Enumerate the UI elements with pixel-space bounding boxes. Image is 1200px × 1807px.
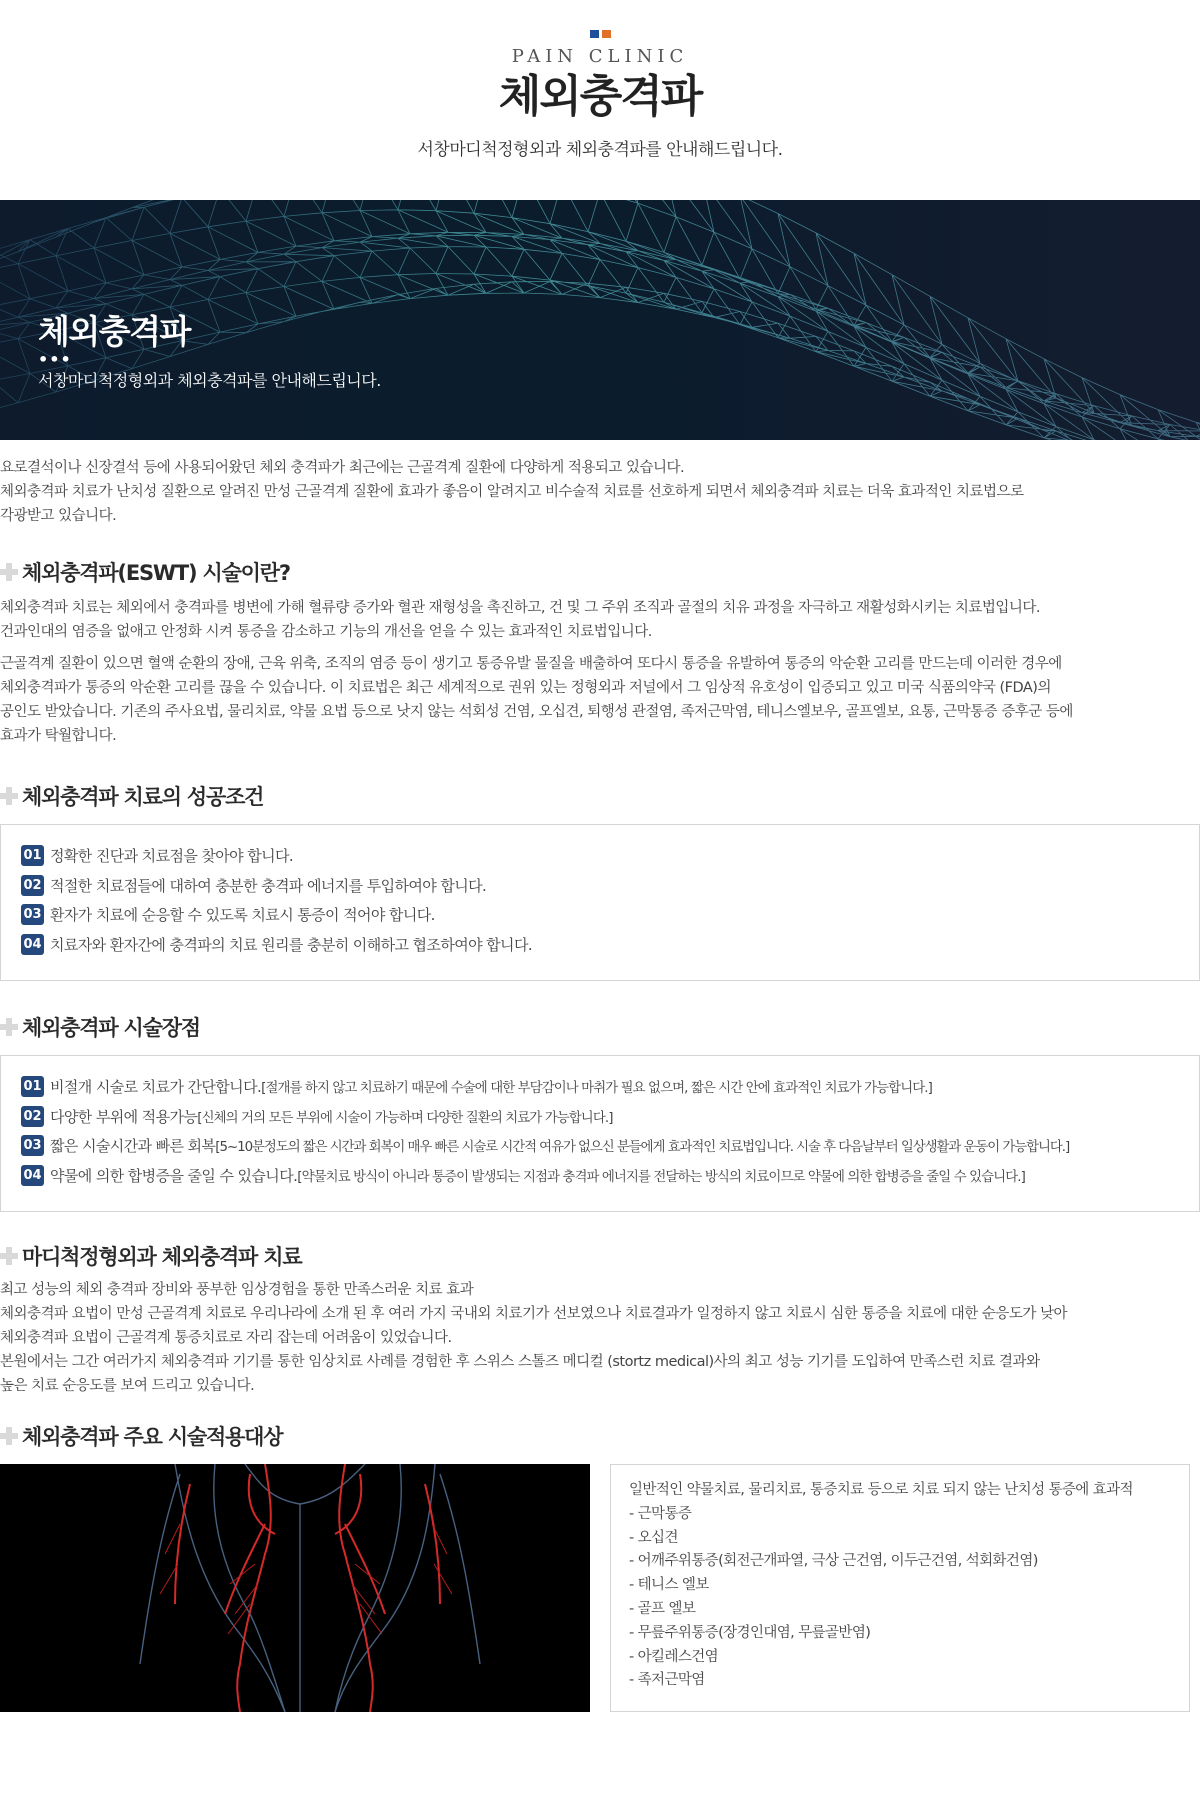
plus-icon (0, 1247, 18, 1265)
plus-icon (0, 787, 18, 805)
paragraph-line: 건과인대의 염증을 없애고 안정화 시켜 통증을 감소하고 기능의 개선을 얻을 수 있는 효과적인 치료법입니다. (0, 624, 652, 640)
section-eswt-heading (0, 558, 1200, 586)
body-illustration (0, 1464, 590, 1712)
plus-icon (0, 563, 18, 581)
number-badge: 01 (21, 845, 44, 866)
paragraph-line: 높은 치료 순응도를 보여 드리고 있습니다. (0, 1378, 255, 1394)
paragraph-line: 체외충격파 요법이 근골격계 통증치료로 자리 잡는데 어려움이 있었습니다. (0, 1330, 452, 1346)
section-targets-heading (0, 1422, 1200, 1450)
paragraph-line: 본원에서는 그간 여러가지 체외충격파 기기를 통한 임상치료 사례를 경험한 후 스위스 스톨즈 메디컬 (stortz medical)사의 최고 성능 기기를 도입하여 만족스런 치료 결과와 (0, 1354, 1040, 1370)
paragraph-line: 공인도 받았습니다. 기존의 주사요법, 물리치료, 약물 요법 등으로 낫지 않는 석회성 건염, 오십견, 퇴행성 관절염, 족저근막염, 테니스엘보우, 골프엘보, 요통, 근막통증 증후군 등에 (0, 704, 1073, 720)
intro-line: 요로결석이나 신장결석 등에 사용되어왔던 체외 충격파가 최근에는 근골격계 질환에 다양하게 적용되고 있습니다. (0, 460, 685, 476)
list-item-detail: [신체의 거의 모든 부위에 시술이 가능하며 다양한 질환의 치료가 가능합니다.] (197, 1110, 613, 1126)
list-item-detail: [약물치료 방식이 아니라 통증이 발생되는 지점과 충격파 에너지를 전달하는 방식의 치료이므로 약물에 의한 합병증을 줄일 수 있습니다.] (297, 1169, 1025, 1185)
section-title: 마디척정형외과 체외충격파 치료 (22, 1245, 302, 1269)
number-badge: 01 (21, 1076, 44, 1097)
targets-box (610, 1464, 1190, 1712)
paragraph-line: 체외충격파가 통증의 악순환 고리를 끊을 수 있습니다. 이 치료법은 최근 세계적으로 권위 있는 정형외과 저널에서 그 임상적 유호성이 입증되고 있고 미국 식품의약국 (FDA)의 (0, 680, 1051, 696)
brand-dots (0, 30, 1200, 38)
advantages-box (0, 1055, 1200, 1212)
section-madi-heading (0, 1242, 1200, 1270)
number-badge: 03 (21, 1135, 44, 1156)
targets-line: - 테니스 엘보 (629, 1577, 709, 1594)
list-item-text: 정확한 진단과 치료점을 찾아야 합니다. (50, 847, 294, 866)
section-success-heading (0, 782, 1200, 810)
main-content (0, 456, 1200, 1712)
list-item (21, 900, 1179, 930)
plus-icon (0, 1018, 18, 1036)
intro-paragraph (0, 456, 1200, 528)
targets-line: - 어깨주위통증(회전근개파열, 극상 근건염, 이두근건염, 석회화건염) (629, 1553, 1038, 1570)
paragraph-line: 효과가 탁월합니다. (0, 728, 117, 744)
targets-line: - 무릎주위통증(장경인대염, 무릎골반염) (629, 1624, 871, 1641)
targets-line: - 오십견 (629, 1529, 678, 1546)
targets-line: 일반적인 약물치료, 물리치료, 통증치료 등으로 치료 되지 않는 난치성 통증에 효과적 (629, 1482, 1133, 1498)
list-item-text: 비절개 시술로 치료가 간단합니다. (50, 1078, 262, 1097)
hero-banner (0, 200, 1200, 440)
list-item-text: 적절한 치료점들에 대하여 충분한 충격파 에너지를 투입하여야 합니다. (50, 876, 487, 895)
eswt-paragraph-1 (0, 596, 1200, 644)
banner-dots: ••• (38, 350, 72, 369)
blood-vessel-body-image (0, 1464, 590, 1712)
paragraph-line: 체외충격파 치료는 체외에서 충격파를 병변에 가해 혈류량 증가와 혈관 재형성을 촉진하고, 건 및 그 주위 조직과 골절의 치유 과정을 자극하고 재활성화시키는 치료법입니다. (0, 600, 1040, 616)
list-item-detail: [절개를 하지 않고 치료하기 때문에 수술에 대한 부담감이나 마취가 필요 없으며, 짧은 시간 안에 효과적인 치료가 가능합니다.] (261, 1081, 932, 1097)
paragraph-line: 체외충격파 요법이 만성 근골격계 치료로 우리나라에 소개 된 후 여러 가지 국내외 치료기가 선보였으나 치료결과가 일정하지 않고 치료시 심한 통증을 치료에 대한 순응도가 낮아 (0, 1306, 1068, 1322)
page-title: 체외충격파 (498, 71, 702, 122)
list-item (21, 1072, 1191, 1102)
number-badge: 02 (21, 1106, 44, 1127)
section-title: 체외충격파 주요 시술적용대상 (22, 1425, 283, 1449)
list-item (21, 841, 1179, 871)
number-badge: 04 (21, 1165, 44, 1186)
success-conditions-box (0, 824, 1200, 981)
list-item-text: 치료자와 환자간에 충격파의 치료 원리를 충분히 이해하고 협조하여야 합니다. (50, 935, 532, 954)
number-badge: 04 (21, 934, 44, 955)
list-item-text: 약물에 의한 합병증을 줄일 수 있습니다. (50, 1166, 298, 1185)
orange-dot (602, 30, 611, 38)
intro-line: 체외충격파 치료가 난치성 질환으로 알려진 만성 근골격계 질환에 효과가 좋음이 알려지고 비수술적 치료를 선호하게 되면서 체외충격파 치료는 더욱 효과적인 치료법으로 (0, 484, 1024, 500)
section-title: 체외충격파 시술장점 (22, 1016, 200, 1040)
section-advantages-heading (0, 1013, 1200, 1041)
banner-text (38, 312, 381, 391)
intro-line: 각광받고 있습니다. (0, 508, 117, 524)
madi-paragraph (0, 1278, 1200, 1398)
paragraph-line: 근골격계 질환이 있으면 혈액 순환의 장애, 근육 위축, 조직의 염증 등이 생기고 통증유발 물질을 배출하여 또다시 통증을 유발하여 통증의 악순환 고리를 만드는데 이러한 경우에 (0, 656, 1062, 672)
page-subtitle: 서창마디척정형외과 체외충격파를 안내해드립니다. (417, 140, 783, 160)
targets-line: - 근막통증 (629, 1505, 692, 1522)
brand-label: PAIN CLINIC (511, 46, 689, 67)
list-item-detail: [5~10분정도의 짧은 시간과 회복이 매우 빠른 시술로 시간적 여유가 없으신 분들에게 효과적인 치료법입니다. 시술 후 다음날부터 일상생활과 운동이 가능합니다.] (215, 1140, 1070, 1156)
list-item (21, 1131, 1191, 1161)
number-badge: 03 (21, 904, 44, 925)
section-title: 체외충격파 치료의 성공조건 (22, 785, 264, 809)
list-item-text: 다양한 부위에 적용가능 (50, 1107, 198, 1126)
list-item (21, 1102, 1191, 1132)
page-header (0, 0, 1200, 200)
eswt-paragraph-2 (0, 652, 1200, 748)
list-item-text: 짧은 시술시간과 빠른 회복 (50, 1137, 216, 1156)
blue-dot (590, 30, 599, 38)
banner-subtitle: 서창마디척정형외과 체외충격파를 안내해드립니다. (38, 371, 381, 390)
banner-title: 체외충격파 (38, 312, 190, 351)
plus-icon (0, 1427, 18, 1445)
targets-line: - 골프 엘보 (629, 1600, 696, 1617)
targets-section (0, 1464, 1200, 1712)
targets-line: - 아킬레스건염 (629, 1648, 719, 1665)
list-item (21, 1161, 1191, 1191)
list-item (21, 930, 1179, 960)
list-item (21, 871, 1179, 901)
section-title: 체외충격파(ESWT) 시술이란? (22, 561, 290, 585)
number-badge: 02 (21, 875, 44, 896)
targets-line: - 족저근막염 (629, 1672, 705, 1689)
paragraph-line: 최고 성능의 체외 충격파 장비와 풍부한 임상경험을 통한 만족스러운 치료 효과 (0, 1282, 474, 1298)
list-item-text: 환자가 치료에 순응할 수 있도록 치료시 통증이 적어야 합니다. (50, 906, 435, 925)
